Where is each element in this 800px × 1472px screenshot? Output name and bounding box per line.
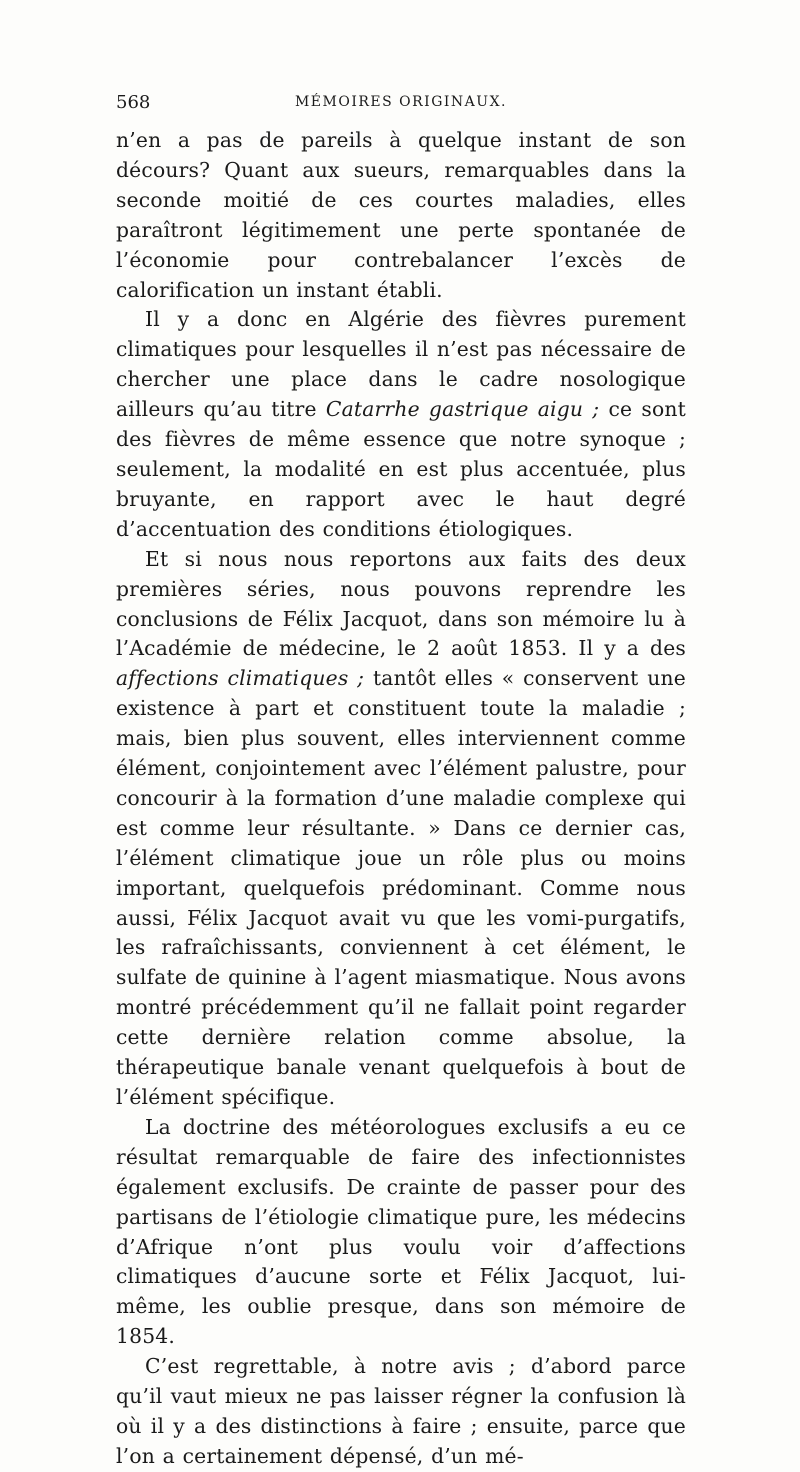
page-header [116, 92, 686, 116]
page-number: 568 [116, 92, 151, 113]
paragraph-2-italic: Catarrhe gastrique aigu ; [325, 397, 600, 422]
paragraph-4: La doctrine des météorologues exclusifs a eu ce résultat remarquable de faire des infectionnistes également exclusifs. De crainte de passer pour des partisans de l’étiologie climatique pure, les médecins d’Afrique n’ont plus voulu voir d’affections climatiques d’aucune sorte et Félix Jacquot, lui-même, les oublie presque, dans son mémoire de 1854. [116, 1114, 686, 1349]
paragraph-3-text-a: Et si nous nous reportons aux faits des deux premières séries, nous pouvons reprendre les conclusions de Félix Jacquot, dans son mémoire lu à l’Académie de médecine, le 2 août 1853. Il y a des [116, 546, 686, 661]
paragraph-2-text-b: ce sont des fièvres de même essence que notre synoque ; seulement, la modalité en est plus accentuée, plus bruyante, en rapport avec le haut degré d’accentuation des conditions étiologiques. [116, 397, 687, 541]
paragraph-2-text-a: Il y a donc en Algérie des fièvres purement climatiques pour lesquelles il n’est pas nécessaire de chercher une place dans le cadre nosologique ailleurs qu’au titre [116, 307, 686, 422]
paragraph-1: n’en a pas de pareils à quelque instant de son décours? Quant aux sueurs, remarquables dans la seconde moitié de ces courtes maladies, elles paraîtront légitimement une perte spontanée de l’économie pour contrebalancer l’excès de calorification un instant établi. [116, 128, 686, 302]
running-head: MÉMOIRES ORIGINAUX. [294, 94, 508, 110]
paragraph-2 [116, 305, 686, 544]
paragraph-3-text-b: tantôt elles « conservent une existence à part et constituent toute la maladie ; mais, bien plus souvent, elles interviennent comme élément, conjointement avec l’élément palustre, pour concourir à la formation d’une maladie complexe qui est comme leur résultante. » Dans ce dernier cas, l’élément climatique joue un rôle plus ou moins important, quelquefois prédominant. Comme nous aussi, Félix Jacquot avait vu que les vomi-purgatifs, les rafraîchissants, conviennent à cet élément, le sulfate de quinine à l’agent miasmatique. Nous avons montré précédemment qu’il ne fallait point regarder cette dernière relation comme absolue, la thérapeutique banale venant quelquefois à bout de l’élément spécifique. [116, 666, 686, 1109]
paragraph-5: C’est regrettable, à notre avis ; d’abord parce qu’il vaut mieux ne pas laisser régner la confusion là où il y a des distinctions à faire ; ensuite, parce que l’on a certainement dépensé, d’un mé- [116, 1354, 686, 1468]
paragraph-3 [116, 545, 686, 1113]
paragraph-3-italic: affections climatiques ; [116, 666, 365, 691]
body-text [116, 126, 686, 1472]
